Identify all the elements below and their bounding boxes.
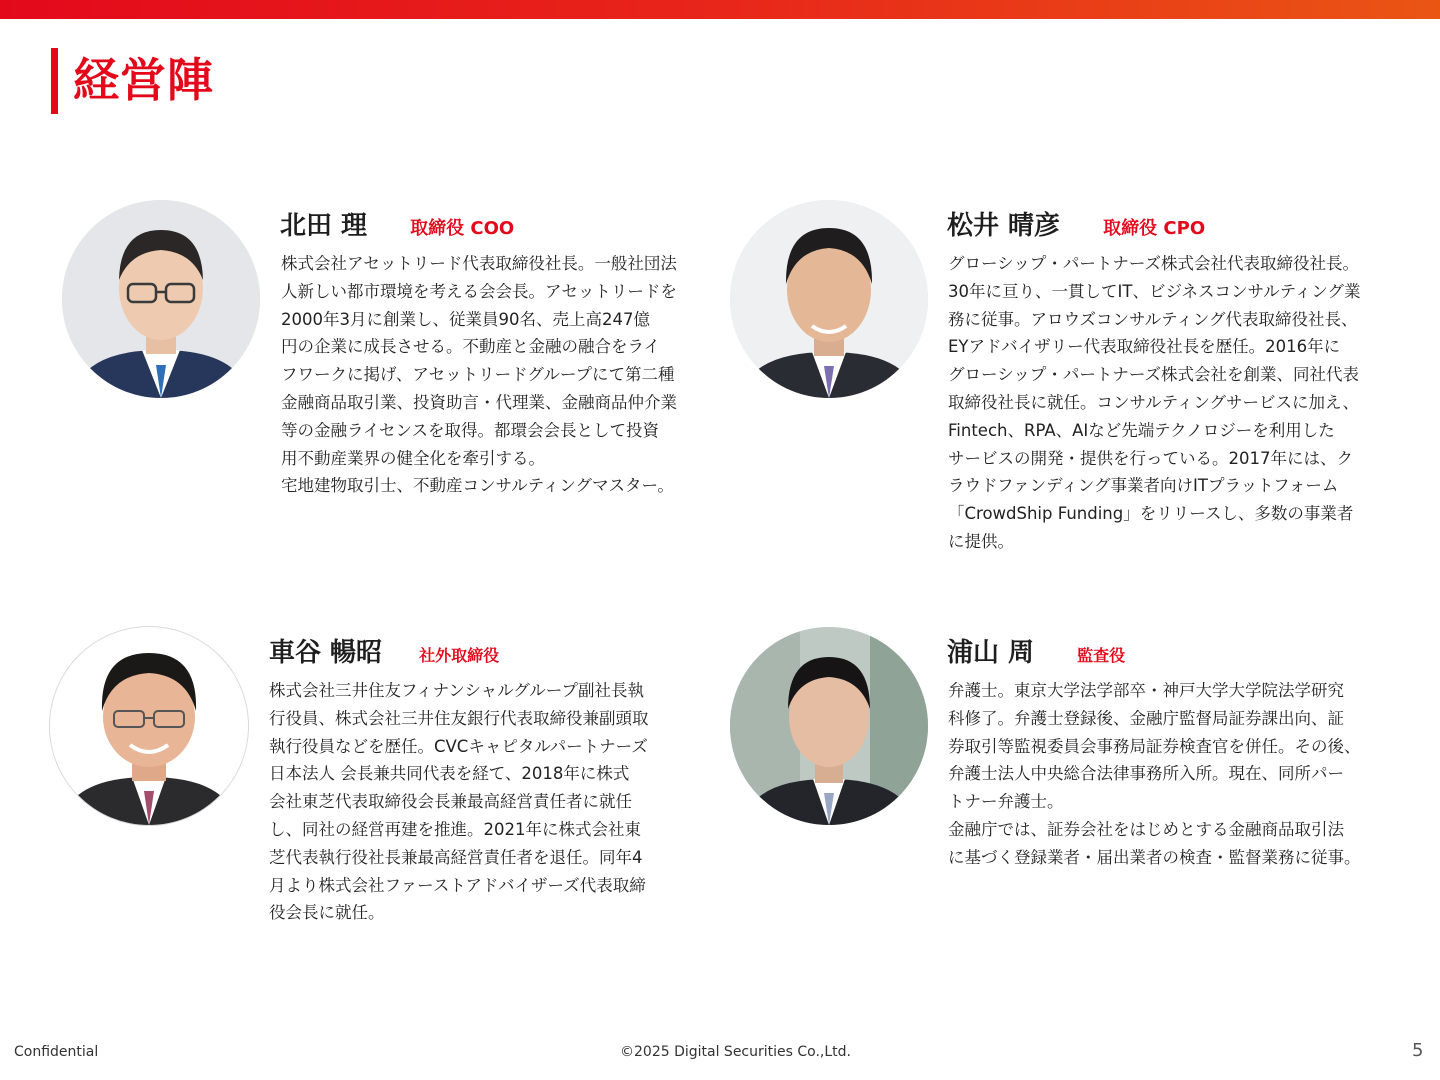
bio-line: サービスの開発・提供を行っている。2017年には、ク bbox=[948, 448, 1353, 468]
member-heading bbox=[947, 632, 1125, 669]
bio-line: グローシップ・パートナーズ株式会社を創業、同社代表 bbox=[948, 365, 1360, 385]
member-photo bbox=[62, 200, 260, 398]
bio-line: 株式会社アセットリード代表取締役社長。一般社団法 bbox=[281, 254, 677, 273]
member-role: 社外取締役 bbox=[419, 646, 500, 665]
bio-line: 取締役社長に就任。コンサルティングサービスに加え、 bbox=[948, 392, 1360, 412]
bio-line: 金融庁では、証券会社をはじめとする金融商品取引法 bbox=[948, 819, 1344, 839]
bio-line: 人新しい都市環境を考える会会長。アセットリードを bbox=[281, 281, 677, 301]
member-role: 取締役 COO bbox=[410, 218, 515, 239]
bio-line: フワークに掲げ、アセットリードグループにて第二種 bbox=[281, 365, 675, 385]
bio-line: EYアドバイザリー代表取締役社長を歴任。2016年に bbox=[948, 337, 1341, 357]
bio-line: 月より株式会社ファーストアドバイザーズ代表取締 bbox=[269, 875, 646, 895]
bio-line: に基づく登録業者・届出業者の検査・監督業務に従事。 bbox=[948, 847, 1361, 867]
member-name: 松井 晴彦 bbox=[947, 211, 1061, 241]
bio-line: 用不動産業界の健全化を牽引する。 bbox=[281, 448, 545, 468]
bio-line: グローシップ・パートナーズ株式会社代表取締役社長。 bbox=[948, 254, 1360, 273]
bio-line: 芝代表執行役社長兼最高経営責任者を退任。同年4 bbox=[269, 847, 643, 867]
member-bio bbox=[948, 677, 1361, 872]
bio-line: 役会長に就任。 bbox=[269, 903, 385, 923]
member-role: 取締役 CPO bbox=[1103, 218, 1206, 239]
page-number: 5 bbox=[1412, 1040, 1424, 1061]
bio-line: 30年に亘り、一貫してIT、ビジネスコンサルティング業 bbox=[948, 281, 1361, 301]
member-photo bbox=[730, 200, 928, 398]
member-bio bbox=[948, 250, 1360, 556]
top-accent-bar bbox=[0, 0, 1440, 19]
page-title: 経営陣 bbox=[73, 53, 214, 107]
bio-line: 弁護士法人中央総合法律事務所入所。現在、同所パー bbox=[948, 764, 1344, 784]
bio-line: 行役員、株式会社三井住友銀行代表取締役兼副頭取 bbox=[269, 708, 649, 728]
member-bio bbox=[281, 250, 677, 500]
bio-line: に提供。 bbox=[948, 531, 1014, 551]
bio-line: し、同社の経営再建を推進。2021年に株式会社東 bbox=[269, 819, 641, 839]
member-name: 車谷 暢昭 bbox=[269, 638, 383, 668]
bio-line: 2000年3月に創業し、従業員90名、売上高247億 bbox=[281, 309, 650, 329]
title-accent-marker bbox=[51, 48, 58, 114]
bio-line: 金融商品取引業、投資助言・代理業、金融商品仲介業 bbox=[281, 392, 677, 412]
bio-line: 円の企業に成長させる。不動産と金融の融合をライ bbox=[281, 337, 661, 357]
bio-line: 日本法人 会長兼共同代表を経て、2018年に株式 bbox=[269, 764, 630, 784]
bio-line: 会社東芝代表取締役会長兼最高経営責任者に就任 bbox=[269, 792, 632, 812]
member-name: 北田 理 bbox=[280, 211, 368, 241]
member-bio bbox=[269, 677, 649, 927]
bio-line: 弁護士。東京大学法学部卒・神戸大学大学院法学研究 bbox=[948, 681, 1344, 700]
member-photo bbox=[730, 627, 928, 825]
bio-line: 科修了。弁護士登録後、金融庁監督局証券課出向、証 bbox=[948, 708, 1344, 728]
member-heading bbox=[947, 205, 1205, 242]
member-role: 監査役 bbox=[1077, 646, 1126, 665]
copyright-notice: ©2025 Digital Securities Co.,Ltd. bbox=[620, 1044, 852, 1060]
bio-line: 務に従事。アロウズコンサルティング代表取締役社長、 bbox=[948, 309, 1358, 329]
bio-line: トナー弁護士。 bbox=[948, 792, 1064, 812]
bio-line: 株式会社三井住友フィナンシャルグループ副社長執 bbox=[269, 681, 644, 700]
member-heading bbox=[269, 632, 499, 669]
member-name: 浦山 周 bbox=[947, 638, 1035, 668]
confidential-label: Confidential bbox=[14, 1044, 99, 1060]
bio-line: 券取引等監視委員会事務局証券検査官を併任。その後、 bbox=[948, 736, 1361, 756]
bio-line: Fintech、RPA、AIなど先端テクノロジーを利用した bbox=[948, 420, 1335, 440]
bio-line: 等の金融ライセンスを取得。都環会会長として投資 bbox=[281, 420, 660, 440]
bio-line: 「CrowdShip Funding」をリリースし、多数の事業者 bbox=[948, 504, 1354, 524]
bio-line: 執行役員などを歴任。CVCキャピタルパートナーズ bbox=[269, 736, 648, 756]
bio-line: 宅地建物取引士、不動産コンサルティングマスター。 bbox=[281, 476, 674, 496]
member-photo bbox=[50, 627, 248, 825]
bio-line: ラウドファンディング事業者向けITプラットフォーム bbox=[948, 476, 1339, 496]
member-heading bbox=[280, 205, 514, 242]
